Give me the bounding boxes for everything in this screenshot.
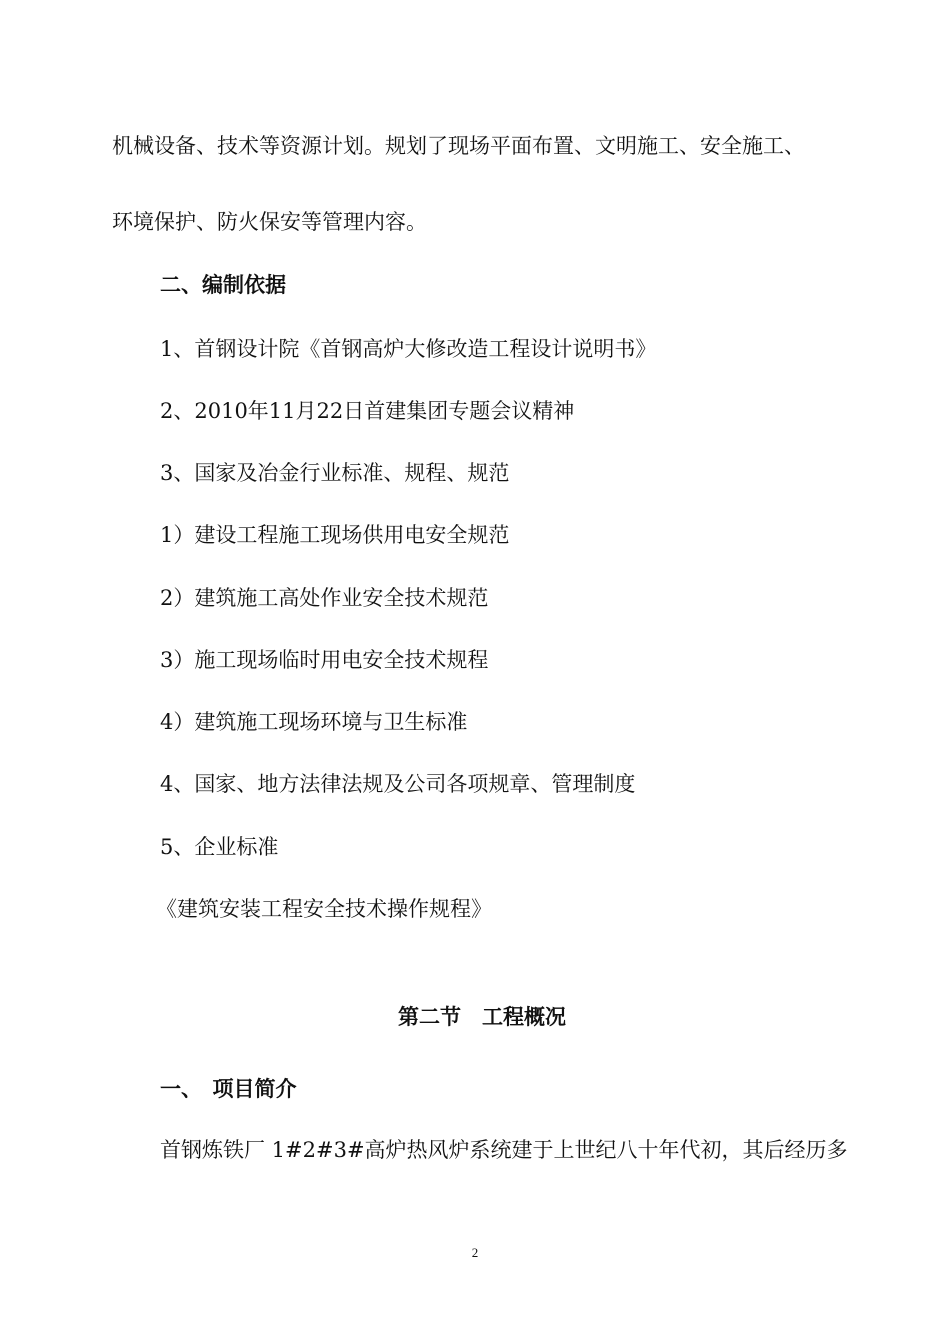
basis-subitem-3: 3）施工现场临时用电安全技术规程 [160,648,489,672]
basis-item-3: 3、国家及冶金行业标准、规程、规范 [160,461,510,485]
subsection-heading: 一、 项目简介 [160,1077,297,1101]
intro-line-2: 环境保护、防火保安等管理内容。 [112,210,427,234]
page-number: 2 [471,1245,479,1260]
basis-subitem-1: 1）建设工程施工现场供用电安全规范 [160,523,510,547]
standard-title: 《建筑安装工程安全技术操作规程》 [156,897,492,921]
basis-item-4: 4、国家、地方法律法规及公司各项规章、管理制度 [160,772,636,796]
basis-item-1: 1、首钢设计院《首钢高炉大修改造工程设计说明书》 [160,337,657,361]
basis-item-2: 2、2010年11月22日首建集团专题会议精神 [160,399,575,423]
basis-heading: 二、编制依据 [160,273,286,297]
section-title: 第二节 工程概况 [398,1005,566,1029]
basis-subitem-2: 2）建筑施工高处作业安全技术规范 [160,586,489,610]
basis-subitem-4: 4）建筑施工现场环境与卫生标准 [160,710,468,734]
project-intro-line: 首钢炼铁厂 1#2#3#高炉热风炉系统建于上世纪八十年代初，其后经历多 [160,1138,848,1162]
basis-item-5: 5、企业标准 [160,835,279,859]
intro-line-1: 机械设备、技术等资源计划。规划了现场平面布置、文明施工、安全施工、 [112,134,805,158]
